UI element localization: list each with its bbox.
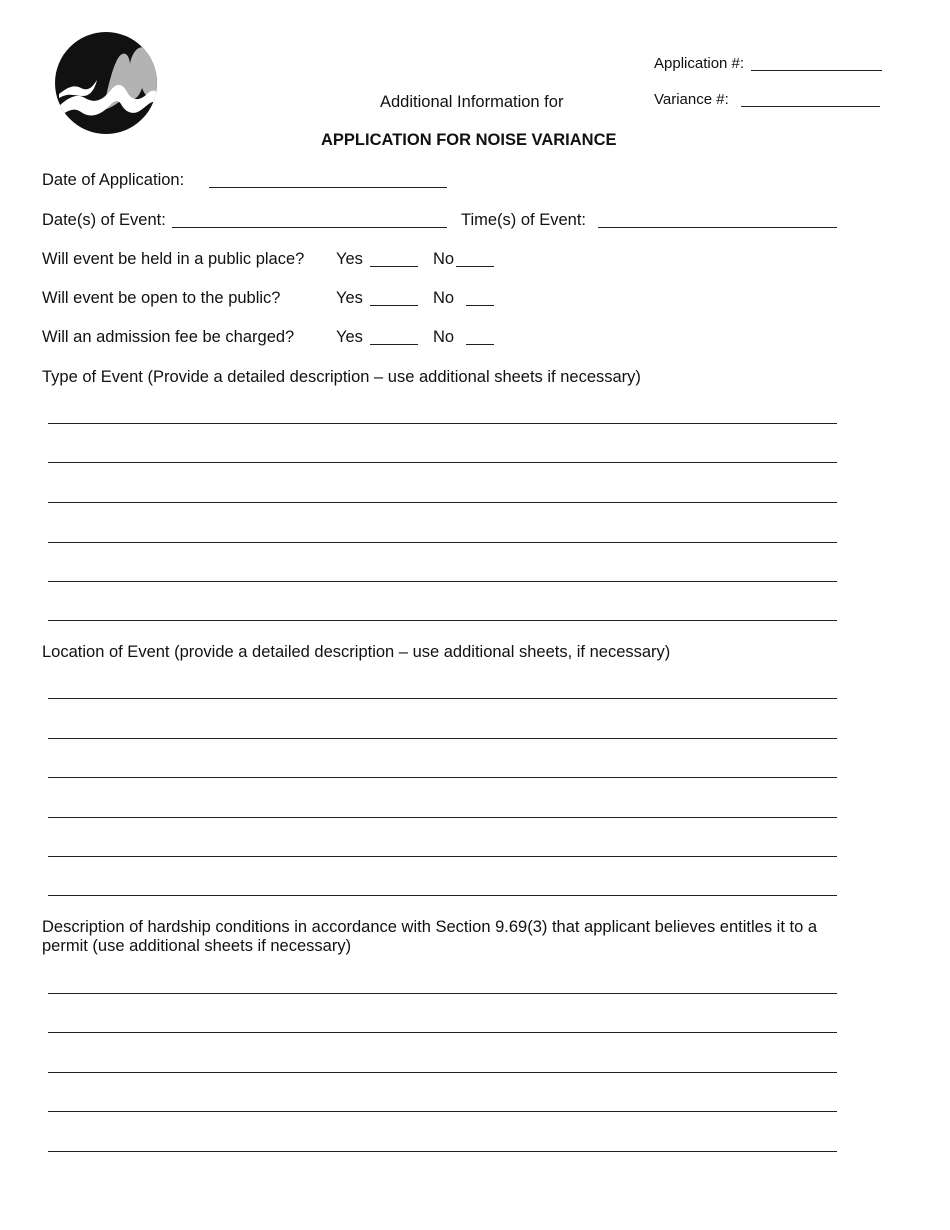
- no-field[interactable]: [456, 266, 494, 267]
- type-of-event-label: Type of Event (Provide a detailed description – use additional sheets if necessary): [42, 368, 641, 386]
- dates-of-event-field[interactable]: [172, 227, 447, 228]
- yes-field[interactable]: [370, 305, 418, 306]
- answer-line[interactable]: [48, 895, 837, 896]
- times-of-event-label: Time(s) of Event:: [461, 211, 586, 229]
- answer-line[interactable]: [48, 1111, 837, 1112]
- form-title: APPLICATION FOR NOISE VARIANCE: [321, 131, 617, 149]
- answer-line[interactable]: [48, 502, 837, 503]
- answer-line[interactable]: [48, 581, 837, 582]
- yes-label: Yes: [336, 250, 363, 268]
- answer-line[interactable]: [48, 698, 837, 699]
- application-number-label: Application #:: [654, 55, 745, 72]
- variance-number-label: Variance #:: [654, 91, 729, 108]
- answer-line[interactable]: [48, 1032, 837, 1033]
- answer-line[interactable]: [48, 462, 837, 463]
- times-of-event-field[interactable]: [598, 227, 837, 228]
- answer-line[interactable]: [48, 777, 837, 778]
- no-field[interactable]: [466, 305, 494, 306]
- answer-line[interactable]: [48, 738, 837, 739]
- no-field[interactable]: [466, 344, 494, 345]
- answer-line[interactable]: [48, 1072, 837, 1073]
- date-of-application-label: Date of Application:: [42, 171, 185, 189]
- answer-line[interactable]: [48, 1151, 837, 1152]
- answer-line[interactable]: [48, 817, 837, 818]
- yes-label: Yes: [336, 289, 363, 307]
- answer-line[interactable]: [48, 856, 837, 857]
- location-of-event-label: Location of Event (provide a detailed description – use additional sheets, if necessary): [42, 643, 671, 661]
- yes-field[interactable]: [370, 266, 418, 267]
- dates-of-event-label: Date(s) of Event:: [42, 211, 166, 229]
- date-of-application-field[interactable]: [209, 187, 447, 188]
- answer-line[interactable]: [48, 620, 837, 621]
- application-number-field[interactable]: [751, 70, 882, 71]
- answer-line[interactable]: [48, 423, 837, 424]
- no-label: No: [433, 250, 455, 268]
- yes-field[interactable]: [370, 344, 418, 345]
- yes-label: Yes: [336, 328, 363, 346]
- question-open-to-public: Will event be open to the public?: [42, 289, 281, 307]
- no-label: No: [433, 289, 455, 307]
- answer-line[interactable]: [48, 993, 837, 994]
- question-public-place: Will event be held in a public place?: [42, 250, 305, 268]
- no-label: No: [433, 328, 455, 346]
- variance-number-field[interactable]: [741, 106, 880, 107]
- answer-line[interactable]: [48, 542, 837, 543]
- hardship-description-label-cont: permit (use additional sheets if necessary): [42, 937, 352, 955]
- hardship-description-label: Description of hardship conditions in accordance with Section 9.69(3) that applicant believes entitles it to a: [42, 918, 818, 936]
- question-admission-fee: Will an admission fee be charged?: [42, 328, 295, 346]
- municipal-logo-icon: [55, 32, 157, 134]
- form-subtitle: Additional Information for: [380, 93, 564, 111]
